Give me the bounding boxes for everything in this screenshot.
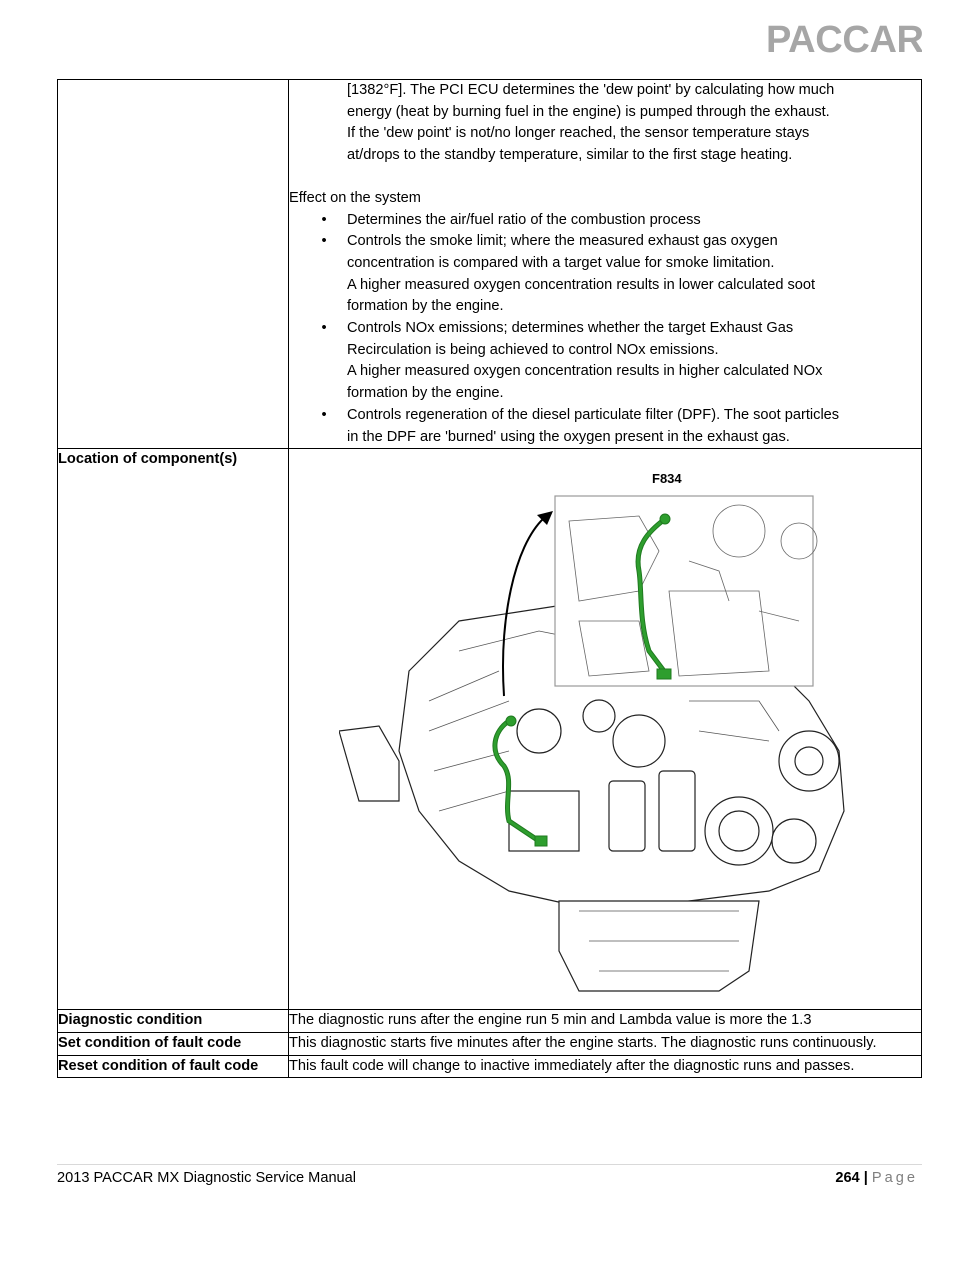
page-separator: | — [863, 1170, 868, 1186]
bullet-icon: • — [321, 233, 327, 250]
location-label: Location of component(s) — [58, 449, 289, 1010]
table-row — [58, 449, 922, 1010]
empty-label-cell — [58, 80, 289, 449]
list-item — [289, 405, 921, 448]
effect-heading: Effect on the system — [289, 189, 421, 206]
list-item — [289, 231, 921, 318]
description-cell — [289, 80, 922, 449]
row-label: Reset condition of fault code — [58, 1055, 289, 1078]
table-row — [58, 1010, 922, 1033]
bullet-icon: • — [321, 320, 327, 337]
table-row — [58, 80, 922, 449]
text-line: [1382°F]. The PCI ECU determines the 'dew point' by calculating how much — [347, 82, 835, 98]
effect-list — [289, 210, 921, 449]
engine-illustration — [339, 471, 879, 1006]
page-word: Page — [871, 1170, 918, 1186]
row-value: The diagnostic runs after the engine run 5 min and Lambda value is more the 1.3 — [289, 1010, 922, 1033]
text-line: Determines the air/fuel ratio of the combustion process — [347, 211, 701, 228]
diagnostic-table — [57, 79, 922, 1078]
text-line: Recirculation is being achieved to control NOx emissions. — [347, 341, 719, 358]
row-value: This diagnostic starts five minutes after the engine starts. The diagnostic runs continuously. — [289, 1032, 922, 1055]
row-value: This fault code will change to inactive immediately after the diagnostic runs and passes. — [289, 1055, 922, 1078]
continuation-paragraph — [289, 80, 921, 167]
engine-diagram — [339, 471, 879, 1006]
inset-detail-view — [555, 496, 817, 686]
table-row — [58, 1055, 922, 1078]
text-line: in the DPF are 'burned' using the oxygen present in the exhaust gas. — [347, 428, 790, 445]
text-line: formation by the engine. — [347, 385, 504, 402]
list-item — [289, 210, 921, 232]
text-line: Controls the smoke limit; where the measured exhaust gas oxygen — [347, 233, 778, 250]
footer-title: 2013 PACCAR MX Diagnostic Service Manual — [57, 1170, 357, 1186]
row-label: Diagnostic condition — [58, 1010, 289, 1033]
text-line: A higher measured oxygen concentration results in higher calculated NOx — [347, 363, 823, 380]
text-line: If the 'dew point' is not/no longer reached, the sensor temperature stays — [347, 125, 810, 142]
text-line: Controls NOx emissions; determines whether the target Exhaust Gas — [347, 320, 794, 337]
text-line: energy (heat by burning fuel in the engine) is pumped through the exhaust. — [347, 103, 830, 120]
figure-cell — [289, 449, 922, 1010]
text-line: Controls regeneration of the diesel particulate filter (DPF). The soot particles — [347, 406, 840, 423]
paccar-logo — [766, 20, 922, 56]
bullet-icon: • — [321, 211, 327, 228]
bullet-icon: • — [321, 406, 327, 423]
page-number: 264 — [835, 1170, 860, 1186]
text-line: formation by the engine. — [347, 298, 504, 315]
text-line: concentration is compared with a target value for smoke limitation. — [347, 254, 775, 271]
logo-text: PACCAR — [766, 20, 922, 56]
row-label: Set condition of fault code — [58, 1032, 289, 1055]
table-row — [58, 1032, 922, 1055]
list-item — [289, 318, 921, 405]
text-line: A higher measured oxygen concentration results in lower calculated soot — [347, 276, 816, 293]
page-footer — [57, 1164, 922, 1190]
callout-label: F834 — [652, 471, 682, 487]
page-indicator — [835, 1168, 918, 1190]
text-line: at/drops to the standby temperature, similar to the first stage heating. — [347, 147, 793, 164]
